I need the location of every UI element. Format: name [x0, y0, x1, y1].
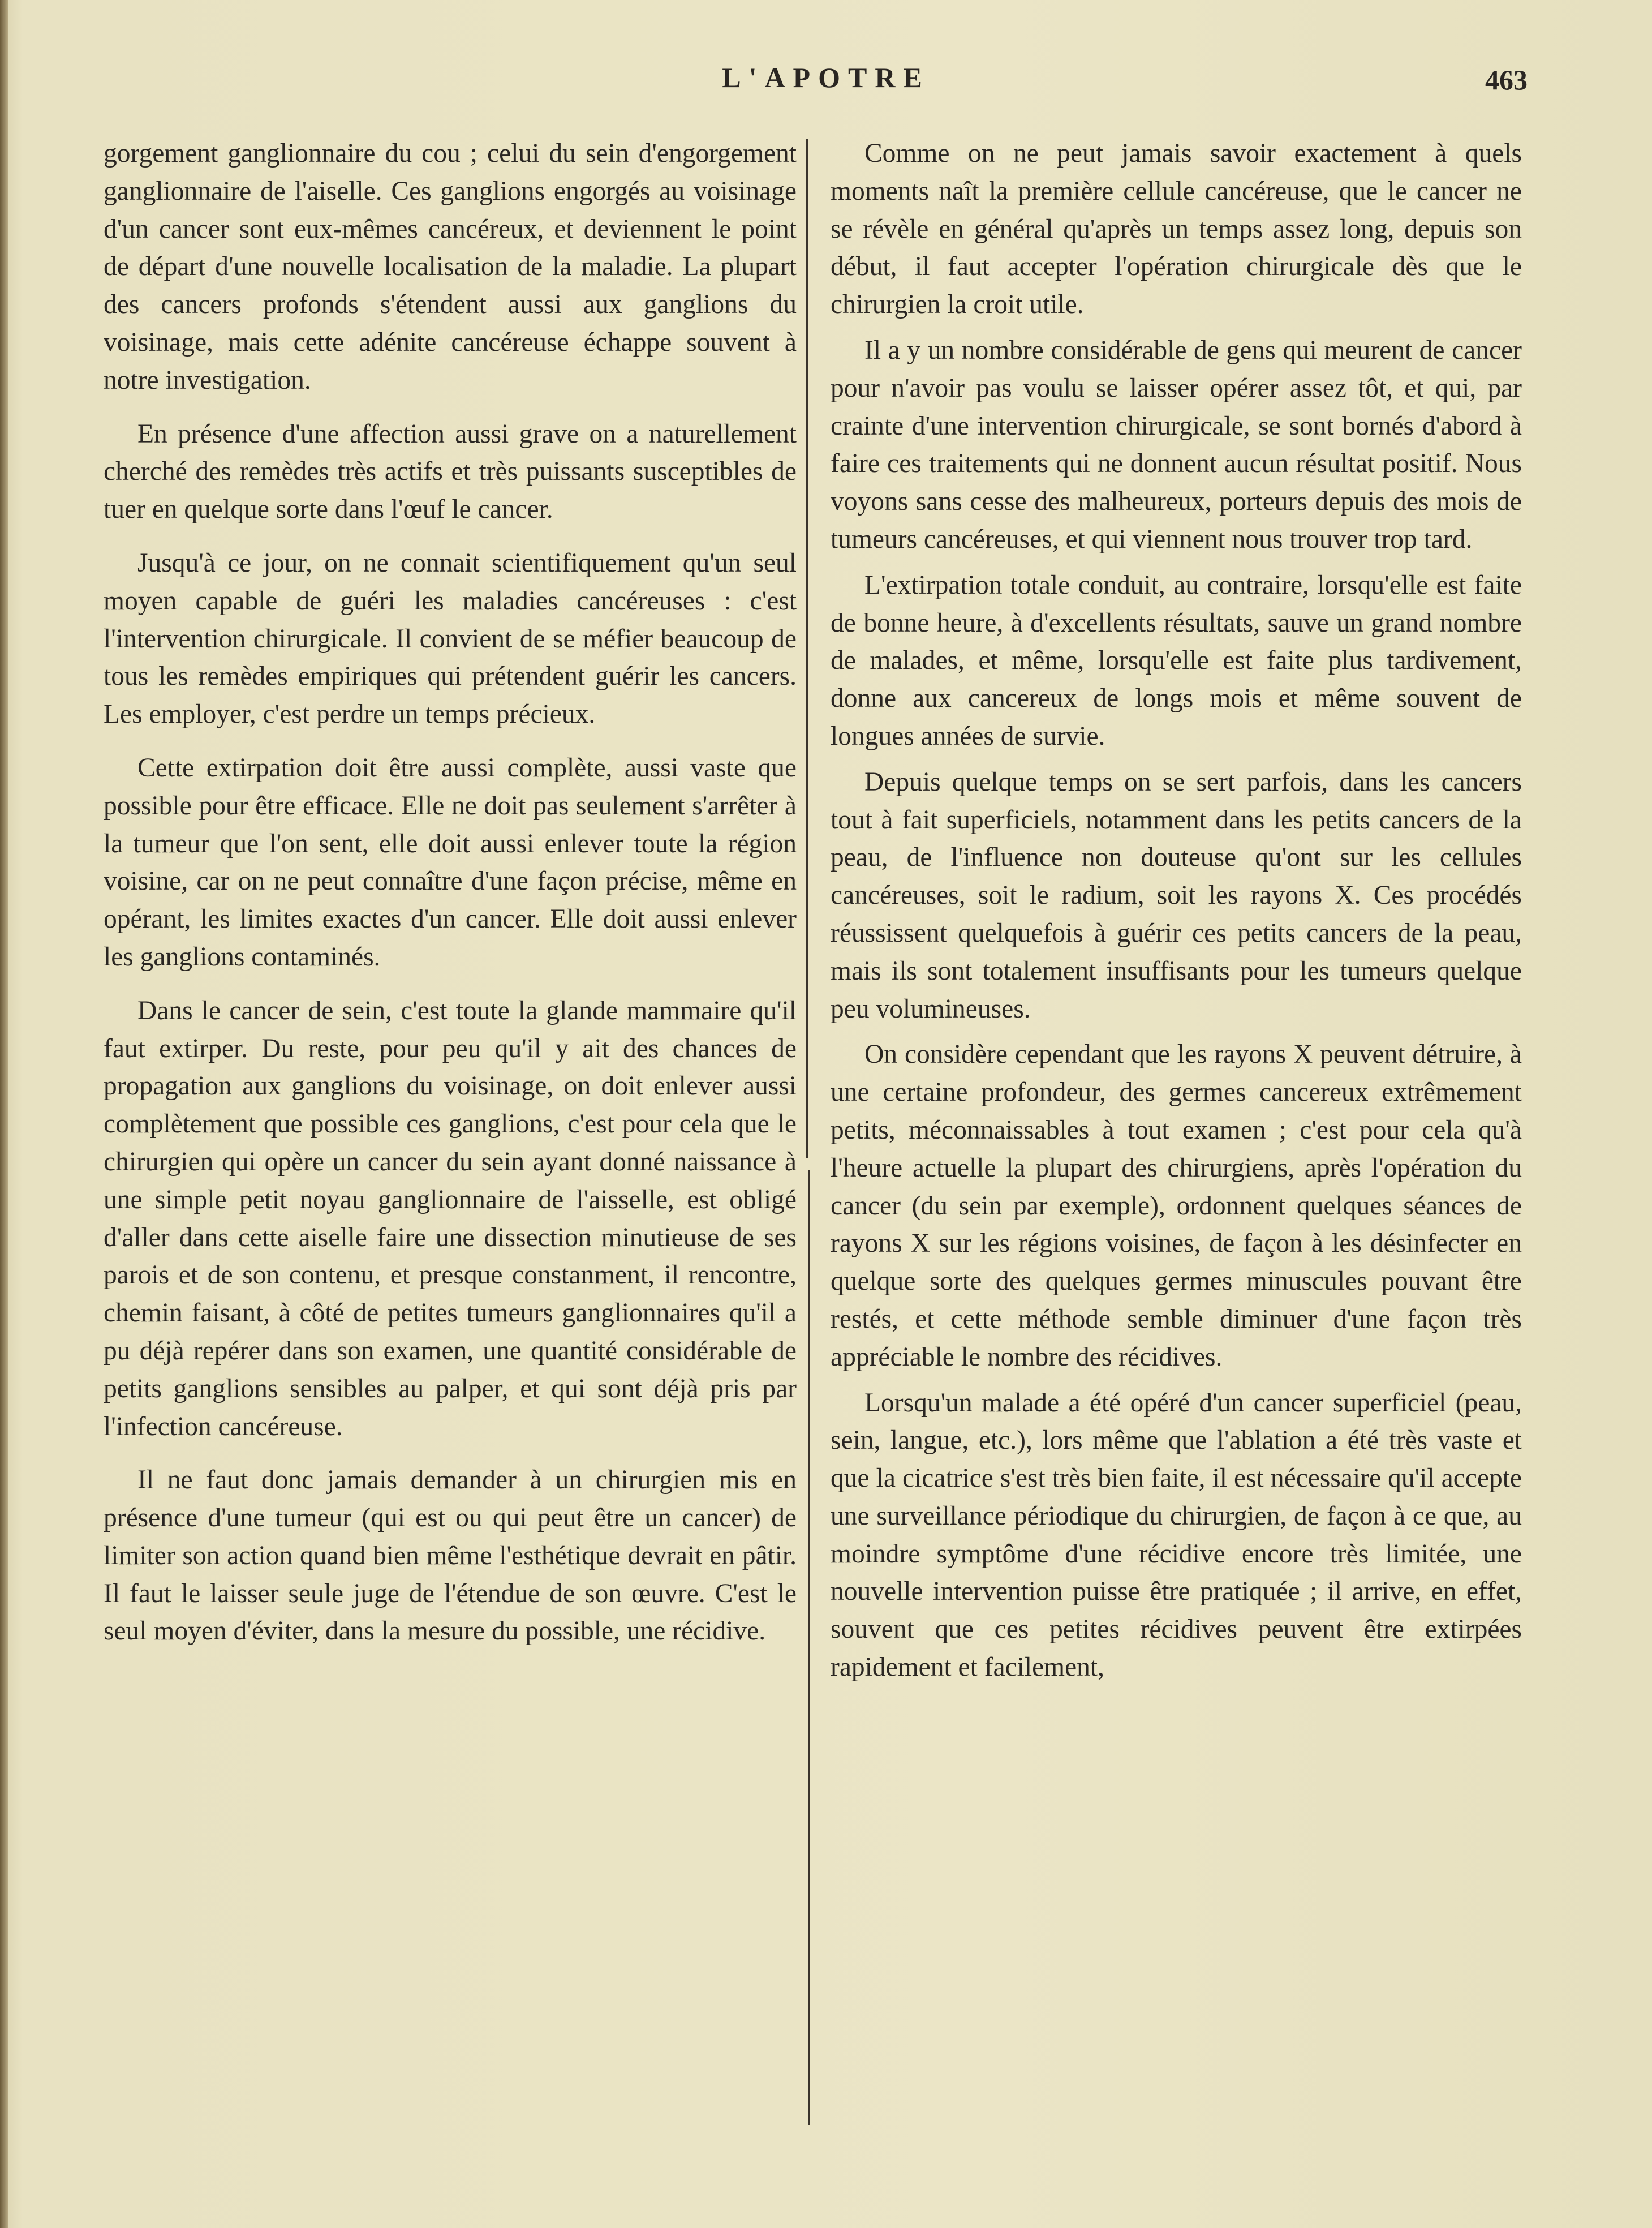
paragraph: Il a y un nombre considérable de gens qui meurent de cancer pour n'avoir pas voulu se laisser opérer assez tôt, et qui, par crainte d'une intervention chirurgicale, se sont bornés d'abord à faire ces traitements qui ne donnent aucun résultat positif. Nous voyons sans cesse des malheureux, porteurs depuis des mois de tumeurs cancéreuses, et qui viennent nous trouver trop tard.: [831, 335, 1522, 554]
paragraph: Il ne faut donc jamais demander à un chirurgien mis en présence d'une tumeur (qui est ou qui peut être un cancer) de limiter son action quand bien même l'esthétique devrait en pâtir. Il faut le laisser seule juge de l'étendue de son œuvre. C'est le seul moyen d'éviter, dans la mesure du possible, une récidive.: [104, 1465, 797, 1646]
paragraph: Dans le cancer de sein, c'est toute la glande mammaire qu'il faut extirper. Du reste, pour peu qu'il y ait des chances de propagation aux ganglions du voisinage, on doit enlever aussi complètement que possible ces ganglions, c'est pour cela que le chirurgien qui opère un cancer du sein ayant donné naissance à une simple petit noyau ganglionnaire de l'aisselle, est obligé d'aller dans cette aiselle faire une dissection minutieuse de ses parois et de son contenu, et presque constanment, il rencontre, chemin faisant, à côté de petites tumeurs ganglionnaires qu'il a pu déjà repérer dans son examen, une quantité considérable de petits ganglions sensibles au palper, et qui sont déjà pris par l'infection cancéreuse.: [104, 995, 797, 1441]
paragraph: Lorsqu'un malade a été opéré d'un cancer superficiel (peau, sein, langue, etc.), lors même que l'ablation a été très vaste et que la cicatrice s'est très bien faite, il est nécessaire qu'il accepte une surveillance périodique du chirurgien, de façon à ce que, au moindre symptôme d'une récidive encore très limitée, une nouvelle intervention puisse être pratiquée ; il arrive, en effet, souvent que ces petites récidives peuvent être extirpées rapidement et facilement,: [831, 1388, 1522, 1682]
paragraph: L'extirpation totale conduit, au contraire, lorsqu'elle est faite de bonne heure, à d'excellents résultats, sauve un grand nombre de malades, et même, lorsqu'elle est faite plus tardivement, donne aux cancereux de longs mois et même souvent de longues années de survie.: [831, 570, 1522, 751]
page-binding-edge: [0, 0, 8, 2228]
paragraph: Jusqu'à ce jour, on ne connait scientifiquement qu'un seul moyen capable de guéri les maladies cancéreuses : c'est l'intervention chirurgicale. Il convient de se méfier beaucoup de tous les remèdes empiriques qui prétendent guérir les cancers. Les employer, c'est perdre un temps précieux.: [104, 548, 797, 729]
running-head: L'APOTRE: [722, 62, 930, 93]
column-divider: [808, 1170, 810, 2125]
paragraph: Cette extirpation doit être aussi complète, aussi vaste que possible pour être efficace. Elle ne doit pas seulement s'arrêter à la tumeur que l'on sent, elle doit aussi enlever toute la région voisine, car on ne peut connaître d'une façon précise, même en opérant, les limites exactes d'un cancer. Elle doit aussi enlever les ganglions contaminés.: [104, 753, 797, 972]
paragraph: Comme on ne peut jamais savoir exactement à quels moments naît la première cellule cancéreuse, que le cancer ne se révèle en général qu'après un temps assez long, depuis son début, il faut accepter l'opération chirurgicale dès que le chirurgien la croit utile.: [831, 139, 1522, 320]
paragraph: Depuis quelque temps on se sert parfois, dans les cancers tout à fait superficiels, notamment dans les petits cancers de la peau, de l'influence non douteuse qu'ont sur les cellules cancéreuses, soit le radium, soit les rayons X. Ces procédés réussissent quelquefois à guérir ces petits cancers de la peau, mais ils sont totalement insuffisants pour les tumeurs quelque peu volumineuses.: [831, 767, 1522, 1024]
paragraph: gorgement ganglionnaire du cou ; celui du sein d'engorgement ganglionnaire de l'aiselle. Ces ganglions engorgés au voisinage d'un cancer sont eux-mêmes cancéreux, et deviennent le point de départ d'une nouvelle localisation de la maladie. La plupart des cancers profonds s'étendent aussi aux ganglions du voisinage, mais cette adénite cancéreuse échappe souvent à notre investigation.: [104, 139, 797, 395]
right-column: [831, 135, 1522, 1686]
paragraph: On considère cependant que les rayons X peuvent détruire, à une certaine profondeur, des germes cancereux extrêmement petits, méconnaissables à tout examen ; c'est pour cela qu'à l'heure actuelle la plupart des chirurgiens, après l'opération du cancer (du sein par exemple), ordonnent quelques séances de rayons X sur les régions voisines, de façon à les désinfecter en quelque sorte des quelques germes minuscules pouvant être restés, et cette méthode semble diminuer d'une façon très appréciable le nombre des récidives.: [831, 1040, 1522, 1372]
column-divider: [806, 139, 808, 1158]
page-number: 463: [1485, 64, 1528, 96]
left-column: [104, 135, 797, 1650]
paragraph: En présence d'une affection aussi grave on a naturellement cherché des remèdes très actifs et très puissants susceptibles de tuer en quelque sorte dans l'œuf le cancer.: [104, 419, 797, 525]
